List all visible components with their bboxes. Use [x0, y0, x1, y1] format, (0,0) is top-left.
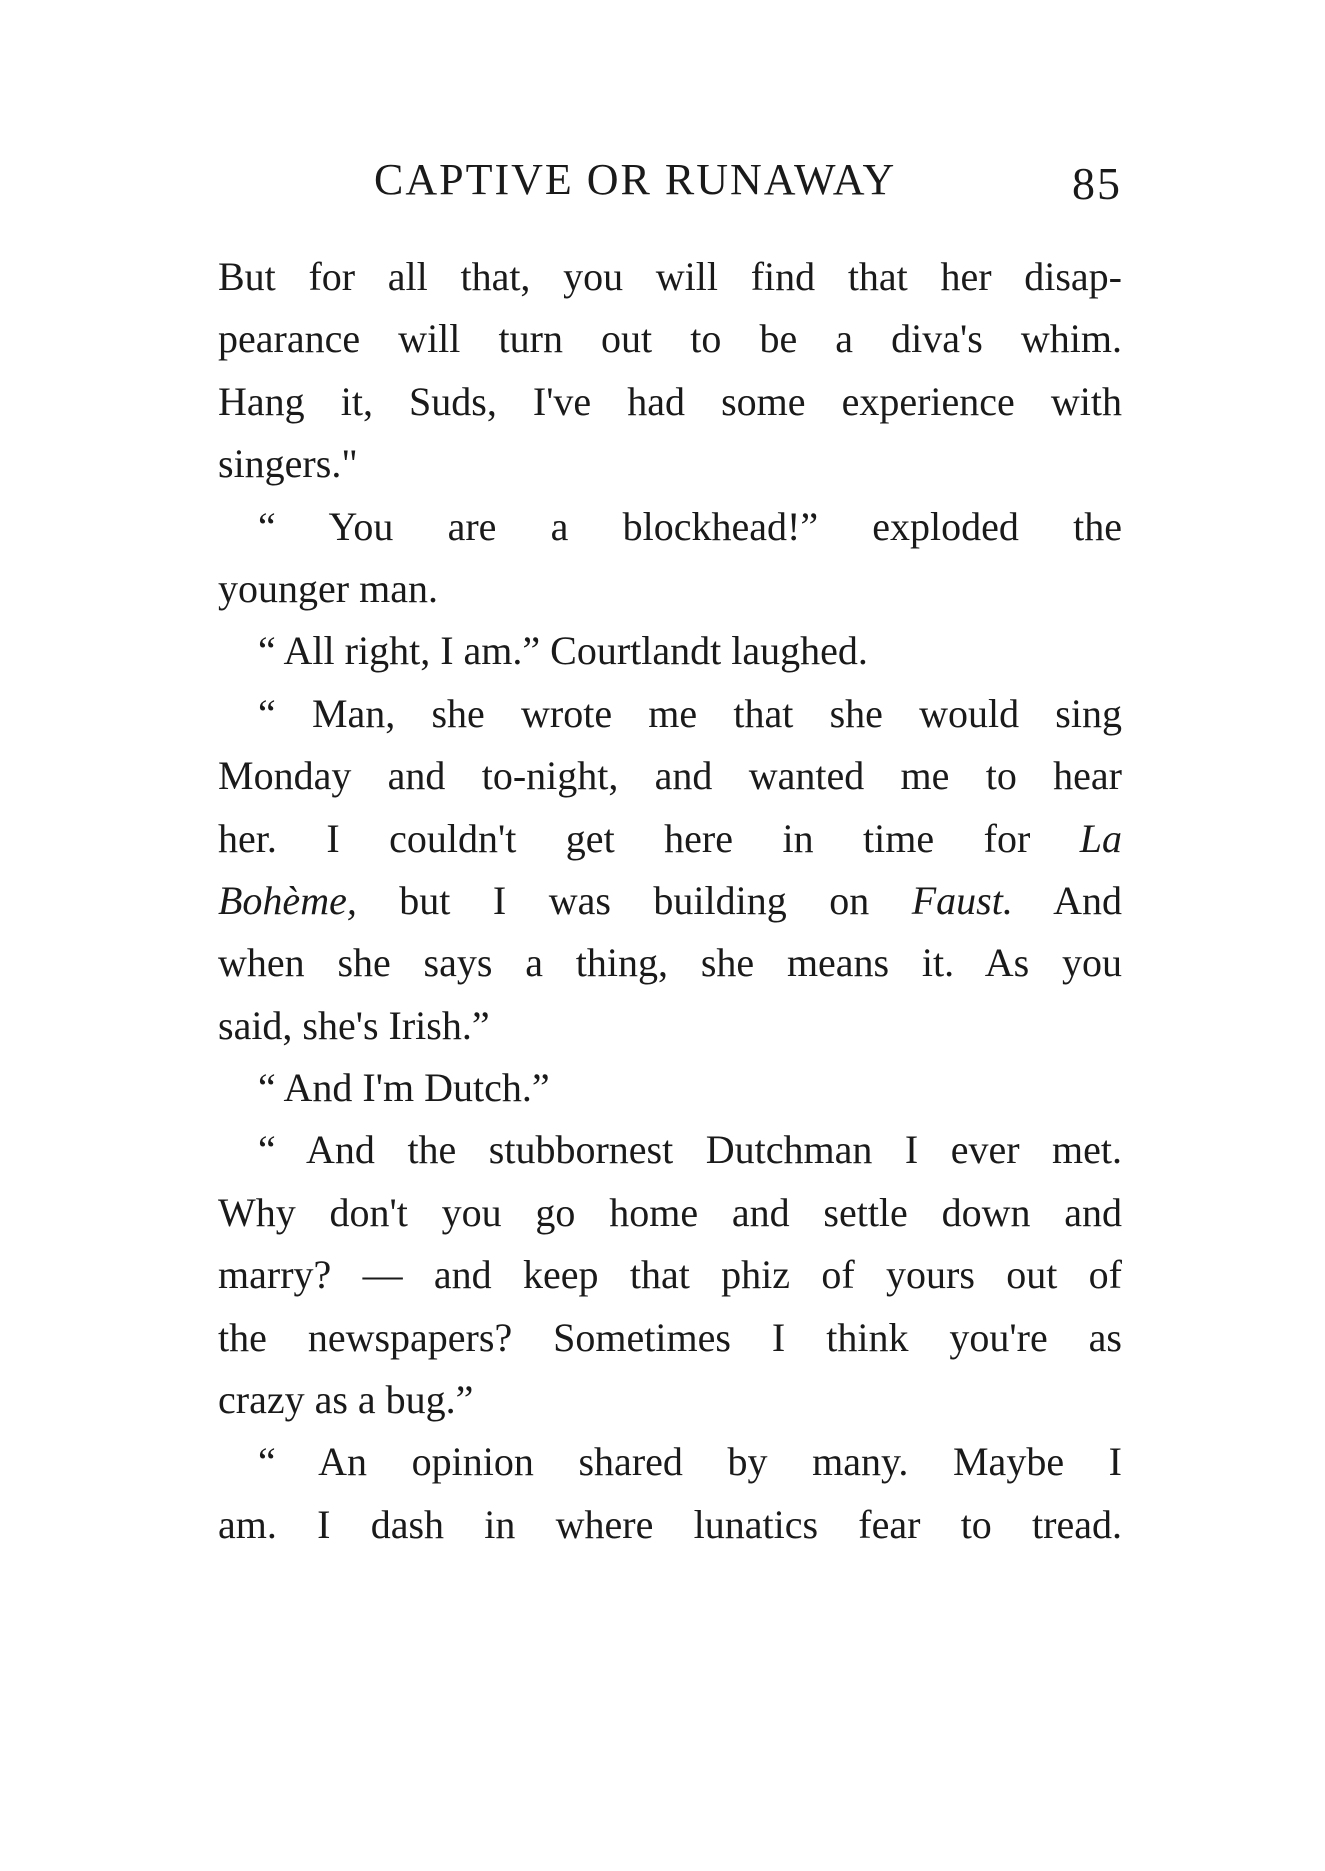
running-head [218, 150, 1122, 210]
text-line: Monday and to-night, and wanted me to hear [218, 753, 1122, 799]
text-line: “ And I'm Dutch.” [258, 1065, 550, 1111]
text-line: said, she's Irish.” [218, 1002, 490, 1048]
text-line: “ And the stubbornest Dutchman I ever met. [258, 1127, 1122, 1173]
text-line: Hang it, Suds, I've had some experience with [218, 378, 1122, 424]
text-line: singers." [218, 441, 358, 487]
body-text [218, 246, 1122, 1556]
italic-title: Bohème, [218, 877, 357, 923]
text-line: But for all that, you will find that her disap- [218, 254, 1122, 299]
text-line: “ Man, she wrote me that she would sing [258, 690, 1122, 736]
text-line: when she says a thing, she means it. As you [218, 940, 1122, 986]
text-line: younger man. [218, 565, 438, 611]
text-fragment: her. I couldn't get here in time for [218, 815, 1080, 861]
text-line [218, 870, 1122, 932]
text-line: marry? — and keep that phiz of yours out of [218, 1252, 1122, 1298]
text-line: Why don't you go home and settle down and [218, 1189, 1122, 1235]
italic-title: La [1079, 815, 1122, 861]
italic-title: Faust. [911, 877, 1013, 923]
text-fragment: but I was building on [356, 877, 912, 923]
text-line: “ All right, I am.” Courtlandt laughed. [258, 628, 868, 674]
running-title: CAPTIVE OR RUNAWAY [374, 155, 897, 204]
text-line: “ An opinion shared by many. Maybe I [258, 1439, 1122, 1485]
text-fragment: And [1012, 877, 1122, 923]
text-line: the newspapers? Sometimes I think you're as [218, 1314, 1122, 1360]
text-line: “ You are a blockhead!” exploded the [258, 503, 1122, 549]
text-line: pearance will turn out to be a diva's whim. [218, 316, 1122, 362]
text-line: am. I dash in where lunatics fear to tread. [218, 1501, 1122, 1547]
page-number: 85 [1072, 158, 1122, 209]
text-line: crazy as a bug.” [218, 1377, 474, 1423]
text-line [218, 808, 1122, 870]
